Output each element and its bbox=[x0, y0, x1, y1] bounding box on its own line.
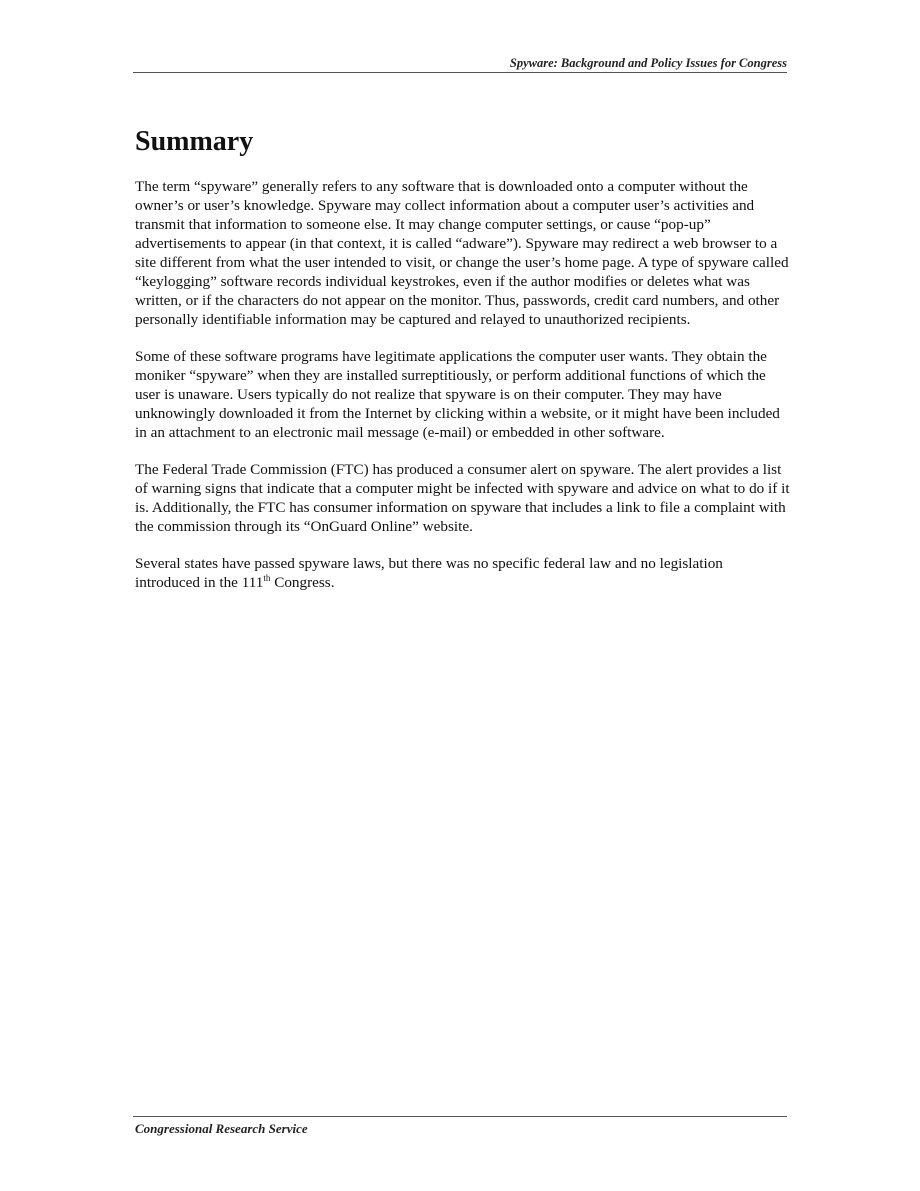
summary-body bbox=[135, 177, 790, 610]
running-header: Spyware: Background and Policy Issues for Congress bbox=[509, 56, 787, 70]
paragraph-state-laws bbox=[135, 554, 790, 592]
paragraph-legitimate-uses: Some of these software programs have legitimate applications the computer user wants. They obtain the moniker “spyware” when they are installed surreptitiously, or perform additional functions of which the user is unaware. Users typically do not realize that spyware is on their computer. They may have unknowingly downloaded it from the Internet by clicking within a website, or it might have been included in an attachment to an electronic mail message (e-mail) or embedded in other software. bbox=[135, 348, 780, 441]
ordinal-suffix: th bbox=[263, 572, 271, 583]
running-footer: Congressional Research Service bbox=[135, 1121, 308, 1136]
state-laws-text: Several states have passed spyware laws, but there was no specific federal law and no legislation introduced in the bbox=[135, 555, 723, 591]
header-divider bbox=[133, 72, 787, 73]
section-title: Summary bbox=[135, 126, 254, 157]
footer-divider bbox=[133, 1116, 787, 1117]
state-laws-text-end: Congress. bbox=[270, 574, 335, 591]
paragraph-ftc-alert: The Federal Trade Commission (FTC) has produced a consumer alert on spyware. The alert provides a list of warning signs that indicate that a computer might be infected with spyware and advice on what to do if it is. Additionally, the FTC has consumer information on spyware that includes a link to file a complaint with the commission through its “OnGuard Online” website. bbox=[135, 461, 790, 535]
paragraph-definition: The term “spyware” generally refers to any software that is downloaded onto a computer without the owner’s or user’s knowledge. Spyware may collect information about a computer user’s activities and transmit that information to someone else. It may change computer settings, or cause “pop-up” advertisements to appear (in that context, it is called “adware”). Spyware may redirect a web browser to a site different from what the user intended to visit, or change the user’s home page. A type of spyware called “keylogging” software records individual keystrokes, even if the author modifies or deletes what was written, or if the characters do not appear on the monitor. Thus, passwords, credit card numbers, and other personally identifiable information may be captured and relayed to unauthorized recipients. bbox=[135, 178, 789, 328]
congress-number: 111 bbox=[241, 574, 264, 591]
